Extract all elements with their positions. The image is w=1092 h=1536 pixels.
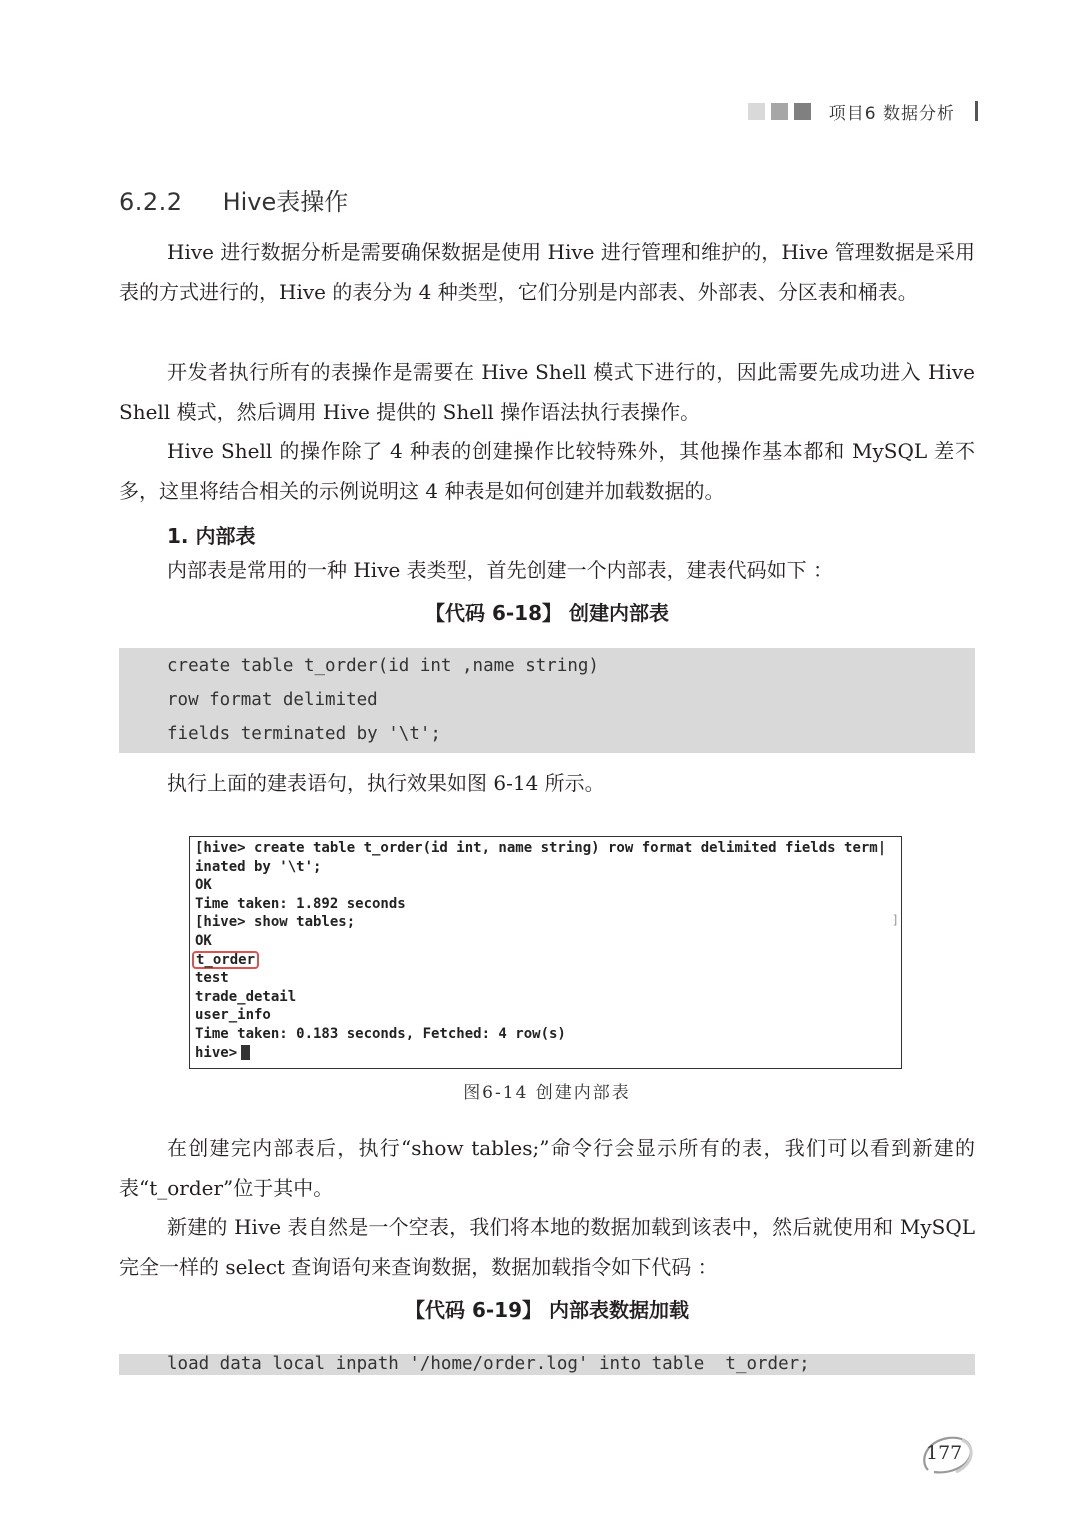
- header-square-mid: [771, 103, 788, 120]
- terminal-line: Time taken: 1.892 seconds: [195, 895, 406, 912]
- code-block-load-data: [119, 1354, 975, 1375]
- page-number-badge: [918, 1430, 978, 1480]
- code-caption-6-19: 【代码 6-19】 内部表数据加载: [405, 1298, 689, 1322]
- terminal-line: OK: [195, 932, 212, 949]
- terminal-screenshot: [189, 836, 902, 1069]
- paragraph-intro: Hive 进行数据分析是需要确保数据是使用 Hive 进行管理和维护的，Hive 管理数据是采用表的方式进行的，Hive 的表分为 4 种类型，它们分别是内部表、外部表、分区表和桶表。: [119, 240, 975, 304]
- terminal-line: user_info: [195, 1007, 271, 1024]
- terminal-line: Time taken: 0.183 seconds, Fetched: 4 row(s): [195, 1025, 566, 1042]
- highlight-box: t_order: [192, 951, 259, 969]
- terminal-line: inated by '\t';: [195, 858, 322, 875]
- terminal-scroll-bracket: ]: [891, 913, 899, 927]
- figure-caption: 图6-14 创建内部表: [463, 1083, 631, 1103]
- header-square-dark: [794, 103, 811, 120]
- section-heading: [119, 182, 348, 217]
- code-caption-6-18: 【代码 6-18】 创建内部表: [425, 601, 669, 625]
- paragraph-exec-result: 执行上面的建表语句，执行效果如图 6-14 所示。: [167, 771, 605, 795]
- terminal-line-highlighted: [195, 951, 901, 970]
- header-chapter-title: 项目6 数据分析: [828, 103, 955, 124]
- code-line: create table t_order(id int ,name string): [167, 656, 599, 676]
- code-line: fields terminated by '\t';: [167, 724, 441, 744]
- section-number: 6.2.2: [119, 188, 183, 216]
- code-block-create-table: [119, 648, 975, 753]
- terminal-line: OK: [195, 877, 212, 894]
- paragraph-load-data: 新建的 Hive 表自然是一个空表，我们将本地的数据加载到该表中，然后就使用和 MySQL 完全一样的 select 查询语句来查询数据，数据加载指令如下代码 ：: [119, 1215, 975, 1279]
- paragraph-show-tables: 在创建完内部表后，执行“show tables;”命令行会显示所有的表，我们可以看到新建的表“t_order”位于其中。: [119, 1136, 975, 1200]
- terminal-line: trade_detail: [195, 988, 297, 1005]
- cursor-block: [241, 1045, 250, 1060]
- terminal-line: [hive> show tables;: [195, 914, 356, 931]
- header-divider: [975, 101, 978, 121]
- terminal-line: test: [195, 970, 229, 987]
- terminal-prompt-line: [195, 1044, 901, 1063]
- page-number: 177: [926, 1442, 963, 1464]
- terminal-line: [hive> create table t_order(id int, name string) row format delimited fields term|: [195, 840, 887, 856]
- paragraph-operations: Hive Shell 的操作除了 4 种表的创建操作比较特殊外，其他操作基本都和 MySQL 差不多，这里将结合相关的示例说明这 4 种表是如何创建并加载数据的。: [119, 439, 975, 503]
- code-line: row format delimited: [167, 690, 378, 710]
- code-line: load data local inpath '/home/order.log' into table t_order;: [167, 1354, 810, 1374]
- running-header: [748, 96, 978, 126]
- subheading-internal-table: 1. 内部表: [167, 524, 256, 548]
- header-square-light: [748, 103, 765, 120]
- paragraph-hive-shell: 开发者执行所有的表操作是需要在 Hive Shell 模式下进行的，因此需要先成功进入 Hive Shell 模式，然后调用 Hive 提供的 Shell 操作语法执行表操作。: [119, 360, 975, 424]
- paragraph-internal-intro: 内部表是常用的一种 Hive 表类型，首先创建一个内部表，建表代码如下 ：: [167, 558, 834, 582]
- section-title: Hive表操作: [222, 188, 349, 216]
- terminal-prompt: hive>: [195, 1044, 238, 1061]
